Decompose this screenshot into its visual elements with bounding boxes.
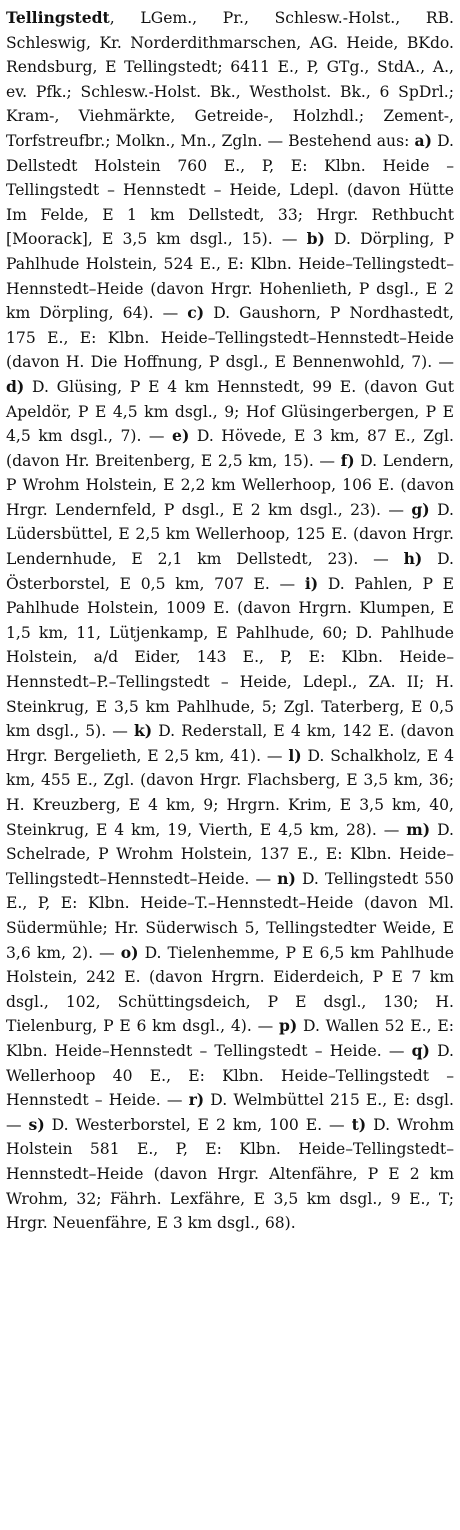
section-text-f: D. Lendern, P Wrohm Holstein, E 2,2 km Wellerhoop, 106 E. (davon Hrgr. Lendernfeld, P dsgl., E 2 km dsgl., 23). —: [6, 451, 455, 519]
section-text-s: D. Westerborstel, E 2 km, 100 E. —: [44, 1115, 352, 1134]
section-text-a: D. Dellstedt Holstein 760 E., P, E: Klbn. Heide – Tellingstedt – Hennstedt – Heide, Ldepl. (davon Hütte Im Felde, E 1 km Dellstedt, 33; Hrgr. Rethbucht [Moorack], E 3,5 km dsgl., 15). —: [6, 131, 454, 249]
section-label-i: i): [304, 573, 319, 593]
section-text-e: D. Hövede, E 3 km, 87 E., Zgl. (davon Hr. Breitenberg, E 2,5 km, 15). —: [6, 427, 454, 470]
section-text-p: D. Wallen 52 E., E: Klbn. Heide–Hennstedt – Tellingstedt – Heide. —: [6, 1017, 454, 1060]
section-text-h: D. Österborstel, E 0,5 km, 707 E. —: [6, 550, 454, 593]
section-text-i: D. Pahlen, P E Pahlhude Holstein, 1009 E. (davon Hrgrn. Klumpen, E 1,5 km, 11, Lütjenkamp, E Pahlhude, 60; D. Pahlhude Holstein, a/d Eider, 143 E., P, E: Klbn. Heide–Hennstedt–P.–Tellingstedt – Heide, Ldepl., ZA. II; H. Steinkrug, E 3,5 km Pahlhude, 5; Zgl. Taterberg, E 0,5 km dsgl., 5). —: [6, 574, 455, 741]
section-label-c: c): [187, 303, 205, 323]
section-text-g: D. Lüdersbüttel, E 2,5 km Wellerhoop, 125 E. (davon Hrgr. Lendernhude, E 2,1 km Dellstedt, 23). —: [6, 500, 454, 569]
section-label-k: k): [133, 721, 153, 741]
section-label-q: q): [411, 1040, 430, 1060]
section-text-l: D. Schalkholz, E 4 km, 455 E., Zgl. (davon Hrgr. Flachsberg, E 3,5 km, 36; H. Kreuzberg, E 4 km, 9; Hrgrn. Krim, E 3,5 km, 40, Steinkrug, E 4 km, 19, Vierth, E 4,5 km, 28). —: [6, 746, 454, 839]
entry-headword: Tellingstedt: [6, 8, 110, 27]
section-label-r: r): [188, 1090, 205, 1110]
section-label-e: e): [172, 426, 190, 446]
section-label-a: a): [414, 130, 432, 150]
section-text-b: D. Dörpling, P Pahlhude Holstein, 524 E., E: Klbn. Heide–Tellingstedt–Hennstedt–Heide (davon Hrgr. Hohenlieth, P dsgl., E 2 km Dörpling, 64). —: [6, 230, 454, 323]
entry-intro: , LGem., Pr., Schlesw.-Holst., RB. Schleswig, Kr. Norderdithmarschen, AG. Heide, BKdo. Rendsburg, E Tellingstedt; 6411 E., P, GTg., StdA., A., ev. Pfk.; Schlesw.-Holst. Bk., Westholst. Bk., 6 SpDrl.; Kram-, Viehmärkte, Getreide-, Holzhdl.; Zement-, Torfstreufbr.; Molkn., Mn., Zgln. — Bestehend aus:: [6, 9, 454, 150]
section-text-k: D. Rederstall, E 4 km, 142 E. (davon Hrgr. Bergelieth, E 2,5 km, 41). —: [6, 722, 454, 765]
section-label-m: m): [406, 819, 431, 839]
section-i: [6, 575, 454, 741]
section-text-o: D. Tielenhemme, P E 6,5 km Pahlhude Holstein, 242 E. (davon Hrgrn. Eiderdeich, P E 7 km dsgl., 102, Schüttingsdeich, P E dsgl., 130; H. Tielenburg, P E 6 km dsgl., 4). —: [6, 943, 454, 1036]
section-text-c: D. Gaushorn, P Nordhastedt, 175 E., E: Klbn. Heide–Tellingstedt–Hennstedt–Heide (davon H. Die Hoffnung, P dsgl., E Bennenwohld, 7). —: [6, 304, 454, 372]
section-label-t: t): [351, 1114, 367, 1134]
section-label-g: g): [411, 499, 430, 519]
gazetteer-entry: [6, 6, 454, 1236]
section-label-o: o): [120, 942, 139, 962]
section-text-t: D. Wrohm Holstein 581 E., P, E: Klbn. Heide–Tellingstedt–Hennstedt–Heide (davon Hrgr. Altenfähre, P E 2 km Wrohm, 32; Fährh. Lexfähre, E 3,5 km dsgl., 9 E., T; Hrgr. Neuenfähre, E 3 km dsgl., 68).: [6, 1115, 454, 1233]
section-text-d: D. Glüsing, P E 4 km Hennstedt, 99 E. (davon Gut Apeldör, P E 4,5 km dsgl., 9; Hof Glüsingerbergen, P E 4,5 km dsgl., 7). —: [6, 377, 454, 446]
section-label-p: p): [278, 1016, 298, 1036]
section-label-b: b): [306, 229, 325, 249]
section-label-h: h): [403, 549, 423, 569]
section-label-s: s): [28, 1114, 45, 1134]
section-label-d: d): [6, 376, 25, 396]
section-text-m: D. Schelrade, P Wrohm Holstein, 137 E., E: Klbn. Heide–Tellingstedt–Hennstedt–Heide. —: [6, 820, 454, 888]
section-text-q: D. Wellerhoop 40 E., E: Klbn. Heide–Tellingstedt – Hennstedt – Heide. —: [6, 1041, 454, 1110]
section-s: [29, 1116, 352, 1134]
section-label-l: l): [288, 745, 302, 765]
section-text-r: D. Welmbüttel 215 E., E: dsgl. —: [6, 1091, 454, 1134]
section-label-n: n): [277, 868, 296, 888]
section-text-n: D. Tellingstedt 550 E., P, E: Klbn. Heide–T.–Hennstedt–Heide (davon Ml. Südermühle; Hr. Süderwisch 5, Tellingstedter Weide, E 3,6 km, 2). —: [6, 869, 454, 962]
section-label-f: f): [340, 450, 355, 470]
